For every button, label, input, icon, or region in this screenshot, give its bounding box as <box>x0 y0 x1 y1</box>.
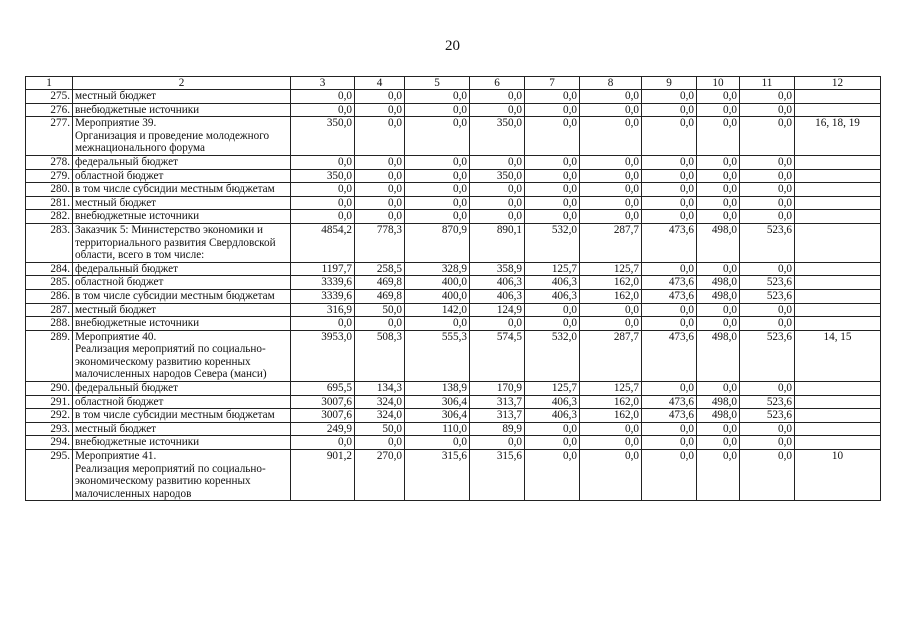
table-row <box>26 223 881 262</box>
value-cell: 0,0 <box>642 90 697 104</box>
value-cell: 0,0 <box>580 117 642 156</box>
value-cell: 0,0 <box>525 90 580 104</box>
value-cell: 406,3 <box>525 409 580 423</box>
column-header: 11 <box>740 77 795 90</box>
value-cell: 0,0 <box>697 196 740 210</box>
value-cell: 469,8 <box>355 276 405 290</box>
value-cell: 523,6 <box>740 330 795 381</box>
value-cell: 0,0 <box>355 103 405 117</box>
row-name: Мероприятие 40. Реализация мероприятий по социально-экономическому развитию коренных малочисленных народов Севера (манси) <box>73 330 291 381</box>
value-cell: 0,0 <box>291 436 355 450</box>
value-cell: 0,0 <box>470 90 525 104</box>
value-cell: 473,6 <box>642 330 697 381</box>
row-number: 283. <box>26 223 73 262</box>
value-cell: 0,0 <box>697 103 740 117</box>
table-row <box>26 210 881 224</box>
value-cell: 0,0 <box>740 436 795 450</box>
goals-cell <box>795 103 881 117</box>
value-cell: 0,0 <box>525 450 580 501</box>
row-number: 285. <box>26 276 73 290</box>
column-header: 5 <box>405 77 470 90</box>
row-number: 282. <box>26 210 73 224</box>
row-name: в том числе субсидии местным бюджетам <box>73 289 291 303</box>
value-cell: 50,0 <box>355 422 405 436</box>
value-cell: 0,0 <box>470 155 525 169</box>
value-cell: 287,7 <box>580 330 642 381</box>
value-cell: 0,0 <box>525 117 580 156</box>
value-cell: 3007,6 <box>291 409 355 423</box>
column-header: 2 <box>73 77 291 90</box>
value-cell: 0,0 <box>291 103 355 117</box>
value-cell: 0,0 <box>740 117 795 156</box>
value-cell: 0,0 <box>580 183 642 197</box>
row-name: в том числе субсидии местным бюджетам <box>73 409 291 423</box>
value-cell: 0,0 <box>697 117 740 156</box>
value-cell: 313,7 <box>470 395 525 409</box>
table-row <box>26 409 881 423</box>
goals-cell <box>795 196 881 210</box>
value-cell: 498,0 <box>697 276 740 290</box>
value-cell: 0,0 <box>642 155 697 169</box>
value-cell: 0,0 <box>405 436 470 450</box>
value-cell: 0,0 <box>580 90 642 104</box>
value-cell: 901,2 <box>291 450 355 501</box>
row-name: внебюджетные источники <box>73 210 291 224</box>
goals-cell <box>795 262 881 276</box>
value-cell: 0,0 <box>525 303 580 317</box>
goals-cell <box>795 169 881 183</box>
value-cell: 0,0 <box>525 169 580 183</box>
table-header <box>26 77 881 90</box>
value-cell: 0,0 <box>291 90 355 104</box>
value-cell: 523,6 <box>740 409 795 423</box>
value-cell: 1197,7 <box>291 262 355 276</box>
value-cell: 0,0 <box>580 303 642 317</box>
goals-cell <box>795 155 881 169</box>
value-cell: 0,0 <box>642 262 697 276</box>
value-cell: 258,5 <box>355 262 405 276</box>
value-cell: 0,0 <box>525 183 580 197</box>
value-cell: 0,0 <box>740 183 795 197</box>
value-cell: 778,3 <box>355 223 405 262</box>
value-cell: 0,0 <box>405 210 470 224</box>
value-cell: 0,0 <box>697 303 740 317</box>
value-cell: 695,5 <box>291 382 355 396</box>
page-number: 20 <box>445 38 460 54</box>
value-cell: 498,0 <box>697 289 740 303</box>
goals-cell <box>795 210 881 224</box>
value-cell: 324,0 <box>355 409 405 423</box>
column-header: 6 <box>470 77 525 90</box>
value-cell: 0,0 <box>355 169 405 183</box>
value-cell: 0,0 <box>642 103 697 117</box>
goals-cell <box>795 223 881 262</box>
value-cell: 870,9 <box>405 223 470 262</box>
value-cell: 0,0 <box>470 183 525 197</box>
table-row <box>26 436 881 450</box>
value-cell: 523,6 <box>740 395 795 409</box>
value-cell: 498,0 <box>697 330 740 381</box>
value-cell: 473,6 <box>642 409 697 423</box>
value-cell: 3953,0 <box>291 330 355 381</box>
value-cell: 0,0 <box>580 422 642 436</box>
table-row <box>26 289 881 303</box>
value-cell: 50,0 <box>355 303 405 317</box>
value-cell: 498,0 <box>697 395 740 409</box>
value-cell: 0,0 <box>580 103 642 117</box>
row-number: 284. <box>26 262 73 276</box>
goals-cell <box>795 289 881 303</box>
value-cell: 0,0 <box>355 210 405 224</box>
value-cell: 0,0 <box>642 317 697 331</box>
value-cell: 358,9 <box>470 262 525 276</box>
row-name: областной бюджет <box>73 169 291 183</box>
value-cell: 406,3 <box>470 276 525 290</box>
value-cell: 287,7 <box>580 223 642 262</box>
value-cell: 125,7 <box>580 382 642 396</box>
goals-cell <box>795 90 881 104</box>
table-row <box>26 450 881 501</box>
column-header: 7 <box>525 77 580 90</box>
value-cell: 0,0 <box>580 436 642 450</box>
value-cell: 523,6 <box>740 276 795 290</box>
value-cell: 0,0 <box>642 382 697 396</box>
table-row <box>26 330 881 381</box>
value-cell: 0,0 <box>740 90 795 104</box>
value-cell: 0,0 <box>580 155 642 169</box>
value-cell: 0,0 <box>740 317 795 331</box>
value-cell: 473,6 <box>642 395 697 409</box>
value-cell: 0,0 <box>355 317 405 331</box>
row-number: 276. <box>26 103 73 117</box>
row-number: 287. <box>26 303 73 317</box>
value-cell: 125,7 <box>580 262 642 276</box>
value-cell: 0,0 <box>525 317 580 331</box>
value-cell: 469,8 <box>355 289 405 303</box>
value-cell: 0,0 <box>470 317 525 331</box>
value-cell: 3339,6 <box>291 276 355 290</box>
value-cell: 0,0 <box>405 117 470 156</box>
row-name: областной бюджет <box>73 395 291 409</box>
value-cell: 0,0 <box>740 210 795 224</box>
row-number: 275. <box>26 90 73 104</box>
value-cell: 0,0 <box>470 103 525 117</box>
value-cell: 162,0 <box>580 409 642 423</box>
row-number: 280. <box>26 183 73 197</box>
row-number: 278. <box>26 155 73 169</box>
value-cell: 170,9 <box>470 382 525 396</box>
value-cell: 406,3 <box>525 395 580 409</box>
table-row <box>26 276 881 290</box>
goals-cell <box>795 317 881 331</box>
goals-cell <box>795 382 881 396</box>
table-row <box>26 382 881 396</box>
value-cell: 125,7 <box>525 382 580 396</box>
value-cell: 0,0 <box>405 169 470 183</box>
value-cell: 0,0 <box>697 422 740 436</box>
table-row <box>26 169 881 183</box>
table-row <box>26 103 881 117</box>
table-row <box>26 196 881 210</box>
value-cell: 555,3 <box>405 330 470 381</box>
value-cell: 306,4 <box>405 409 470 423</box>
value-cell: 0,0 <box>740 303 795 317</box>
goals-cell <box>795 183 881 197</box>
value-cell: 315,6 <box>405 450 470 501</box>
value-cell: 0,0 <box>740 382 795 396</box>
value-cell: 162,0 <box>580 276 642 290</box>
value-cell: 142,0 <box>405 303 470 317</box>
value-cell: 0,0 <box>405 317 470 331</box>
budget-table <box>25 76 881 501</box>
value-cell: 0,0 <box>470 210 525 224</box>
value-cell: 523,6 <box>740 223 795 262</box>
value-cell: 0,0 <box>355 436 405 450</box>
value-cell: 400,0 <box>405 276 470 290</box>
value-cell: 0,0 <box>697 210 740 224</box>
value-cell: 0,0 <box>642 183 697 197</box>
value-cell: 249,9 <box>291 422 355 436</box>
row-number: 291. <box>26 395 73 409</box>
value-cell: 0,0 <box>580 196 642 210</box>
value-cell: 162,0 <box>580 395 642 409</box>
value-cell: 406,3 <box>525 289 580 303</box>
value-cell: 0,0 <box>525 155 580 169</box>
value-cell: 0,0 <box>642 422 697 436</box>
row-name: федеральный бюджет <box>73 382 291 396</box>
value-cell: 0,0 <box>697 169 740 183</box>
row-name: местный бюджет <box>73 90 291 104</box>
goals-cell <box>795 395 881 409</box>
value-cell: 0,0 <box>470 436 525 450</box>
value-cell: 0,0 <box>697 382 740 396</box>
value-cell: 532,0 <box>525 330 580 381</box>
row-name: внебюджетные источники <box>73 317 291 331</box>
value-cell: 406,3 <box>470 289 525 303</box>
value-cell: 134,3 <box>355 382 405 396</box>
value-cell: 400,0 <box>405 289 470 303</box>
value-cell: 0,0 <box>291 183 355 197</box>
column-header: 3 <box>291 77 355 90</box>
value-cell: 124,9 <box>470 303 525 317</box>
value-cell: 350,0 <box>291 169 355 183</box>
value-cell: 508,3 <box>355 330 405 381</box>
goals-cell: 16, 18, 19 <box>795 117 881 156</box>
value-cell: 0,0 <box>405 90 470 104</box>
header-row <box>26 77 881 90</box>
goals-cell: 10 <box>795 450 881 501</box>
value-cell: 0,0 <box>355 155 405 169</box>
value-cell: 0,0 <box>740 450 795 501</box>
row-name: местный бюджет <box>73 196 291 210</box>
row-number: 277. <box>26 117 73 156</box>
row-name: местный бюджет <box>73 422 291 436</box>
column-header: 8 <box>580 77 642 90</box>
value-cell: 0,0 <box>740 103 795 117</box>
value-cell: 0,0 <box>525 210 580 224</box>
value-cell: 110,0 <box>405 422 470 436</box>
row-name: местный бюджет <box>73 303 291 317</box>
goals-cell <box>795 303 881 317</box>
row-number: 293. <box>26 422 73 436</box>
value-cell: 0,0 <box>405 196 470 210</box>
value-cell: 0,0 <box>355 117 405 156</box>
value-cell: 0,0 <box>642 303 697 317</box>
row-name: Мероприятие 41. Реализация мероприятий по социально-экономическому развитию коренных малочисленных народов <box>73 450 291 501</box>
value-cell: 0,0 <box>697 155 740 169</box>
value-cell: 0,0 <box>525 436 580 450</box>
value-cell: 473,6 <box>642 223 697 262</box>
value-cell: 890,1 <box>470 223 525 262</box>
row-number: 290. <box>26 382 73 396</box>
table-row <box>26 317 881 331</box>
value-cell: 498,0 <box>697 409 740 423</box>
goals-cell <box>795 276 881 290</box>
value-cell: 3339,6 <box>291 289 355 303</box>
value-cell: 0,0 <box>740 169 795 183</box>
row-number: 281. <box>26 196 73 210</box>
value-cell: 0,0 <box>580 317 642 331</box>
value-cell: 0,0 <box>697 450 740 501</box>
row-name: областной бюджет <box>73 276 291 290</box>
value-cell: 0,0 <box>405 103 470 117</box>
value-cell: 0,0 <box>740 262 795 276</box>
row-name: Мероприятие 39. Организация и проведение молодежного межнационального форума <box>73 117 291 156</box>
row-number: 294. <box>26 436 73 450</box>
row-name: внебюджетные источники <box>73 103 291 117</box>
value-cell: 0,0 <box>291 155 355 169</box>
row-number: 295. <box>26 450 73 501</box>
column-header: 4 <box>355 77 405 90</box>
value-cell: 0,0 <box>525 422 580 436</box>
value-cell: 0,0 <box>740 422 795 436</box>
table-row <box>26 117 881 156</box>
value-cell: 0,0 <box>642 117 697 156</box>
table-row <box>26 155 881 169</box>
value-cell: 0,0 <box>740 155 795 169</box>
row-number: 289. <box>26 330 73 381</box>
value-cell: 125,7 <box>525 262 580 276</box>
value-cell: 0,0 <box>642 169 697 183</box>
value-cell: 0,0 <box>291 210 355 224</box>
value-cell: 0,0 <box>697 183 740 197</box>
table-row <box>26 90 881 104</box>
value-cell: 328,9 <box>405 262 470 276</box>
value-cell: 162,0 <box>580 289 642 303</box>
value-cell: 4854,2 <box>291 223 355 262</box>
value-cell: 0,0 <box>405 183 470 197</box>
value-cell: 0,0 <box>697 262 740 276</box>
value-cell: 316,9 <box>291 303 355 317</box>
row-number: 288. <box>26 317 73 331</box>
value-cell: 0,0 <box>580 210 642 224</box>
value-cell: 498,0 <box>697 223 740 262</box>
value-cell: 0,0 <box>355 183 405 197</box>
row-name: Заказчик 5: Министерство экономики и территориального развития Свердловской области, всего в том числе: <box>73 223 291 262</box>
table-row <box>26 395 881 409</box>
row-name: в том числе субсидии местным бюджетам <box>73 183 291 197</box>
row-number: 286. <box>26 289 73 303</box>
row-number: 292. <box>26 409 73 423</box>
table-row <box>26 422 881 436</box>
goals-cell <box>795 436 881 450</box>
value-cell: 0,0 <box>291 196 355 210</box>
value-cell: 0,0 <box>642 436 697 450</box>
value-cell: 0,0 <box>355 196 405 210</box>
column-header: 1 <box>26 77 73 90</box>
value-cell: 0,0 <box>470 196 525 210</box>
value-cell: 523,6 <box>740 289 795 303</box>
value-cell: 532,0 <box>525 223 580 262</box>
value-cell: 315,6 <box>470 450 525 501</box>
column-header: 9 <box>642 77 697 90</box>
table-row <box>26 303 881 317</box>
value-cell: 0,0 <box>642 210 697 224</box>
value-cell: 0,0 <box>697 436 740 450</box>
value-cell: 0,0 <box>580 450 642 501</box>
goals-cell <box>795 409 881 423</box>
value-cell: 0,0 <box>525 196 580 210</box>
value-cell: 306,4 <box>405 395 470 409</box>
value-cell: 270,0 <box>355 450 405 501</box>
value-cell: 473,6 <box>642 276 697 290</box>
value-cell: 0,0 <box>642 450 697 501</box>
value-cell: 324,0 <box>355 395 405 409</box>
value-cell: 406,3 <box>525 276 580 290</box>
value-cell: 0,0 <box>355 90 405 104</box>
value-cell: 350,0 <box>470 169 525 183</box>
table-row <box>26 262 881 276</box>
value-cell: 0,0 <box>740 196 795 210</box>
value-cell: 3007,6 <box>291 395 355 409</box>
row-name: внебюджетные источники <box>73 436 291 450</box>
column-header: 12 <box>795 77 881 90</box>
value-cell: 313,7 <box>470 409 525 423</box>
value-cell: 138,9 <box>405 382 470 396</box>
value-cell: 89,9 <box>470 422 525 436</box>
value-cell: 0,0 <box>291 317 355 331</box>
row-number: 279. <box>26 169 73 183</box>
table-row <box>26 183 881 197</box>
table-body <box>26 90 881 501</box>
value-cell: 350,0 <box>470 117 525 156</box>
value-cell: 0,0 <box>580 169 642 183</box>
goals-cell: 14, 15 <box>795 330 881 381</box>
value-cell: 0,0 <box>405 155 470 169</box>
column-header: 10 <box>697 77 740 90</box>
value-cell: 473,6 <box>642 289 697 303</box>
value-cell: 0,0 <box>697 90 740 104</box>
goals-cell <box>795 422 881 436</box>
value-cell: 0,0 <box>642 196 697 210</box>
value-cell: 350,0 <box>291 117 355 156</box>
row-name: федеральный бюджет <box>73 155 291 169</box>
value-cell: 574,5 <box>470 330 525 381</box>
value-cell: 0,0 <box>525 103 580 117</box>
value-cell: 0,0 <box>697 317 740 331</box>
row-name: федеральный бюджет <box>73 262 291 276</box>
